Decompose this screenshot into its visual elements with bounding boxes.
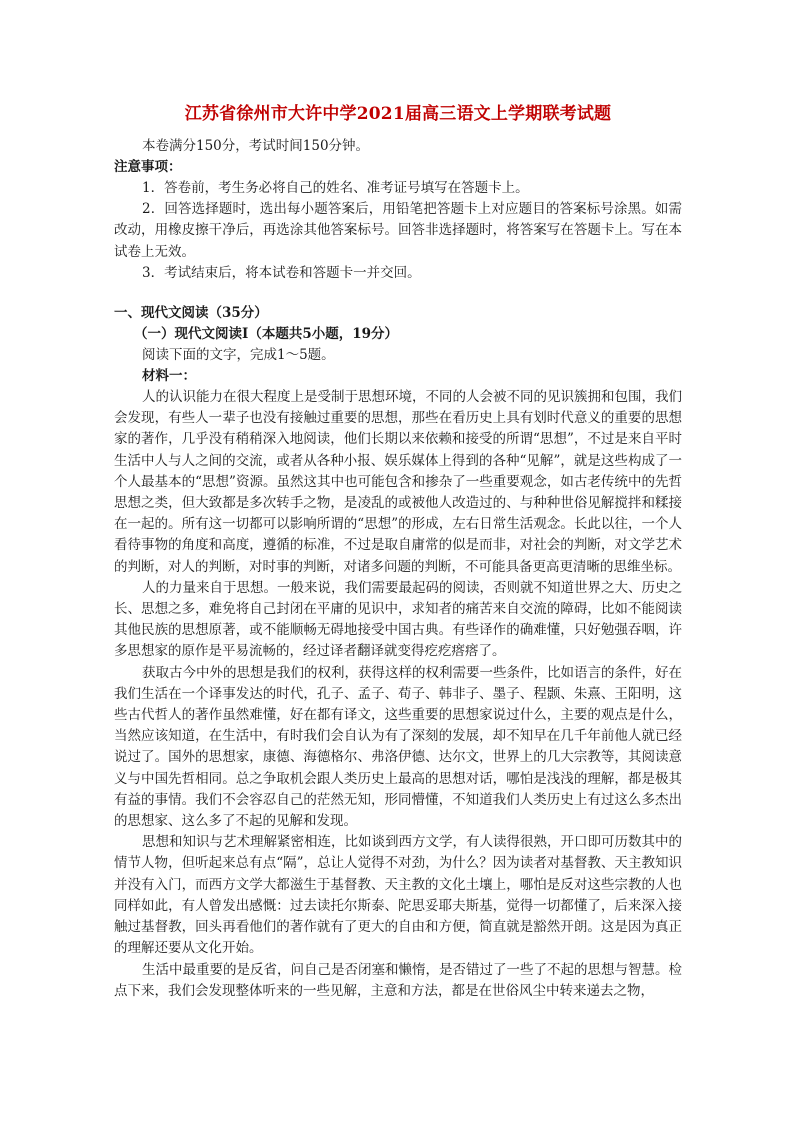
score-time-note: 本卷满分150分，考试时间150分钟。 bbox=[142, 138, 370, 154]
notice-item-3: 3．考试结束后，将本试卷和答题卡一并交回。 bbox=[142, 264, 421, 281]
notice-heading: 注意事项： bbox=[114, 159, 182, 175]
exam-page bbox=[114, 102, 682, 1002]
reading-instruction: 阅读下面的文字，完成1～5题。 bbox=[142, 347, 335, 364]
body-paragraph-2: 人的力量来自于思想。一般来说，我们需要最起码的阅读，否则就不知道世界之大、历史之长、思想之多，难免将自己封闭在平庸的见识中，求知者的痛苦来自交流的障碍，比如不能阅读其他民族的思想原著，或不能顺畅无碍地接受中国古典。有些译作的确难懂，只好勉强吞咽，许多思想家的原作是平易流畅的，经过译者翻译就变得疙疙瘩瘩了。 bbox=[114, 579, 682, 660]
exam-title: 江苏省徐州市大许中学2021届高三语文上学期联考试题 bbox=[184, 104, 612, 124]
spacer bbox=[114, 284, 682, 303]
material-label: 材料一： bbox=[142, 368, 196, 385]
notice-item-1: 1．答卷前，考生务必将自己的姓名、准考证号填写在答题卡上。 bbox=[142, 180, 529, 196]
notice-item-2: 2．回答选择题时，选出每小题答案后，用铅笔把答题卡上对应题目的答案标号涂黑。如需改动，用橡皮擦干净后，再选涂其他答案标号。回答非选择题时，将答案写在答题卡上。写在本试卷上无效。 bbox=[114, 201, 682, 260]
subsection-heading: （一）现代文阅读Ⅰ（本题共5小题，19分） bbox=[134, 326, 398, 343]
body-paragraph-3: 获取古今中外的思想是我们的权利，获得这样的权利需要一些条件，比如语言的条件，好在我们生活在一个译事发达的时代，孔子、孟子、荀子、韩非子、墨子、程颢、朱熹、王阳明，这些古代哲人的著作虽然难懂，好在都有译文，这些重要的思想家说过什么，主要的观点是什么，当然应该知道，在生活中，有时我们会自认为有了深刻的发展，却不知早在几千年前他人就已经说过了。国外的思想家，康德、海德格尔、弗洛伊德、达尔文，世界上的几大宗教等，其阅读意义与中国先哲相同。总之争取机会跟人类历史上最高的思想对话，哪怕是浅浅的理解，都是极其有益的事情。我们不会容忍自己的茫然无知，形同懵懂，不知道我们人类历史上有过这么多杰出的思想家、这么多了不起的见解和发现。 bbox=[114, 664, 682, 830]
body-paragraph-5: 生活中最重要的是反省，问自己是否闭塞和懒惰，是否错过了一些了不起的思想与智慧。检点下来，我们会发现整体听来的一些见解，主意和方法，都是在世俗风尘中转来递去之物， bbox=[114, 961, 682, 999]
section-heading: 一、现代文阅读（35分） bbox=[114, 305, 268, 322]
body-paragraph-4: 思想和知识与艺术理解紧密相连，比如谈到西方文学，有人读得很熟，开口即可历数其中的情节人物，但听起来总有点“隔”，总让人觉得不对劲，为什么？因为读者对基督教、天主教知识并没有入门，而西方文学大都滋生于基督教、天主教的文化土壤上，哪怕是反对这些宗教的人也同样如此，有人曾发出感慨：过去读托尔斯泰、陀思妥耶夫斯基，觉得一切都懂了，后来深入接触过基督教，回头再看他们的著作就有了更大的自由和方便，简直就是豁然开朗。这是因为真正的理解还要从文化开始。 bbox=[114, 834, 682, 957]
body-paragraph-1: 人的认识能力在很大程度上是受制于思想环境，不同的人会被不同的见识簇拥和包围，我们会发现，有些人一辈子也没有接触过重要的思想，那些在看历史上具有划时代意义的重要的思想家的著作，几乎没有稍稍深入地阅读，他们长期以来依赖和接受的所谓“思想”，不过是来自平时生活中人与人之间的交流，或者从各种小报、娱乐媒体上得到的各种“见解”，就是这些构成了一个人最基本的“思想”资源。虽然这其中也可能包含和掺杂了一些重要观念，如古老传统中的先哲思想之类，但大致都是多次转手之物，是凌乱的或被他人改造过的、与种种世俗见解搅拌和糅接在一起的。所有这一切都可以影响所谓的“思想”的形成，左右日常生活观念。长此以往，一个人看待事物的角度和高度，遵循的标准，不过是取自庸常的似是而非，对社会的判断，对文学艺术的判断，对人的判断，对时事的判断，对诸多问题的判断，不可能具备更高更清晰的思维坐标。 bbox=[114, 389, 682, 575]
